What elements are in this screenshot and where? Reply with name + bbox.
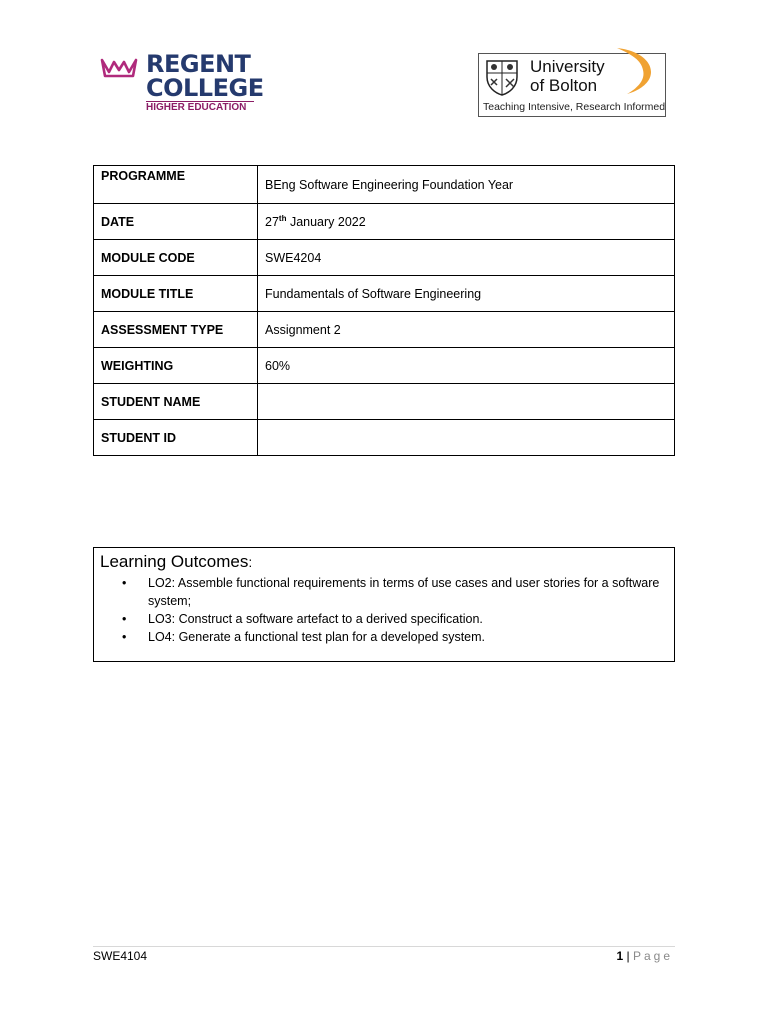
university-of-bolton-logo [478,53,666,117]
date-rest: January 2022 [286,215,366,230]
regent-logo-line3: HIGHER EDUCATION [146,101,254,114]
module-code-value: SWE4204 [258,240,675,276]
learning-outcomes-box [93,547,675,662]
learning-outcomes-list [94,574,674,646]
weighting-label: WEIGHTING [94,348,258,384]
list-item [94,628,674,646]
student-id-label: STUDENT ID [94,420,258,456]
table-row-student-id [94,420,675,456]
programme-label: PROGRAMME [94,166,258,204]
page-word: Page [632,949,673,963]
bolton-logo-line2: of Bolton [530,76,598,95]
assignment-info-table [93,165,675,456]
student-name-value[interactable] [258,384,675,420]
table-row-date [94,204,675,240]
footer-page-indicator [616,949,673,963]
table-row-student-name [94,384,675,420]
learning-outcomes-title [100,552,252,572]
bullet-icon: • [122,576,127,590]
assessment-type-value: Assignment 2 [258,312,675,348]
learning-outcomes-title-text: Learning Outcomes [100,552,249,571]
bullet-icon: • [122,630,127,644]
crown-icon [100,56,138,80]
bolton-tagline: Teaching Intensive, Research Informed [483,101,666,113]
learning-outcome-text: LO3: Construct a software artefact to a derived specification. [148,612,483,626]
module-code-label: MODULE CODE [94,240,258,276]
student-name-label: STUDENT NAME [94,384,258,420]
module-title-label: MODULE TITLE [94,276,258,312]
crest-icon [485,59,519,97]
swoosh-icon [607,46,663,100]
regent-logo-line1: REGENT [146,50,251,78]
learning-outcome-text: LO4: Generate a functional test plan for a developed system. [148,630,486,644]
bullet-icon: • [122,612,127,626]
page-number: 1 [616,949,624,963]
date-day: 27 [265,215,279,230]
regent-logo-line2: COLLEGE [146,74,264,102]
module-title-value: Fundamentals of Software Engineering [258,276,675,312]
assessment-type-label: ASSESSMENT TYPE [94,312,258,348]
date-suffix: th [278,213,287,223]
programme-value: BEng Software Engineering Foundation Year [258,166,675,204]
list-item [94,610,674,628]
learning-outcome-text: LO2: Assemble functional requirements in terms of use cases and user stories for a software system; [148,576,660,608]
date-label: DATE [94,204,258,240]
weighting-value: 60% [258,348,675,384]
table-row-programme [94,166,675,204]
table-row-module-code [94,240,675,276]
learning-outcomes-colon: : [248,554,253,570]
list-item [94,574,674,610]
bolton-logo-line1: University [530,57,605,76]
table-row-module-title [94,276,675,312]
regent-college-logo [100,52,270,122]
student-id-value[interactable] [258,420,675,456]
footer-module-code: SWE4104 [93,949,148,963]
table-row-weighting [94,348,675,384]
table-row-assessment-type [94,312,675,348]
page-separator: | [623,949,633,963]
date-value [258,204,675,240]
footer-divider [93,946,675,947]
